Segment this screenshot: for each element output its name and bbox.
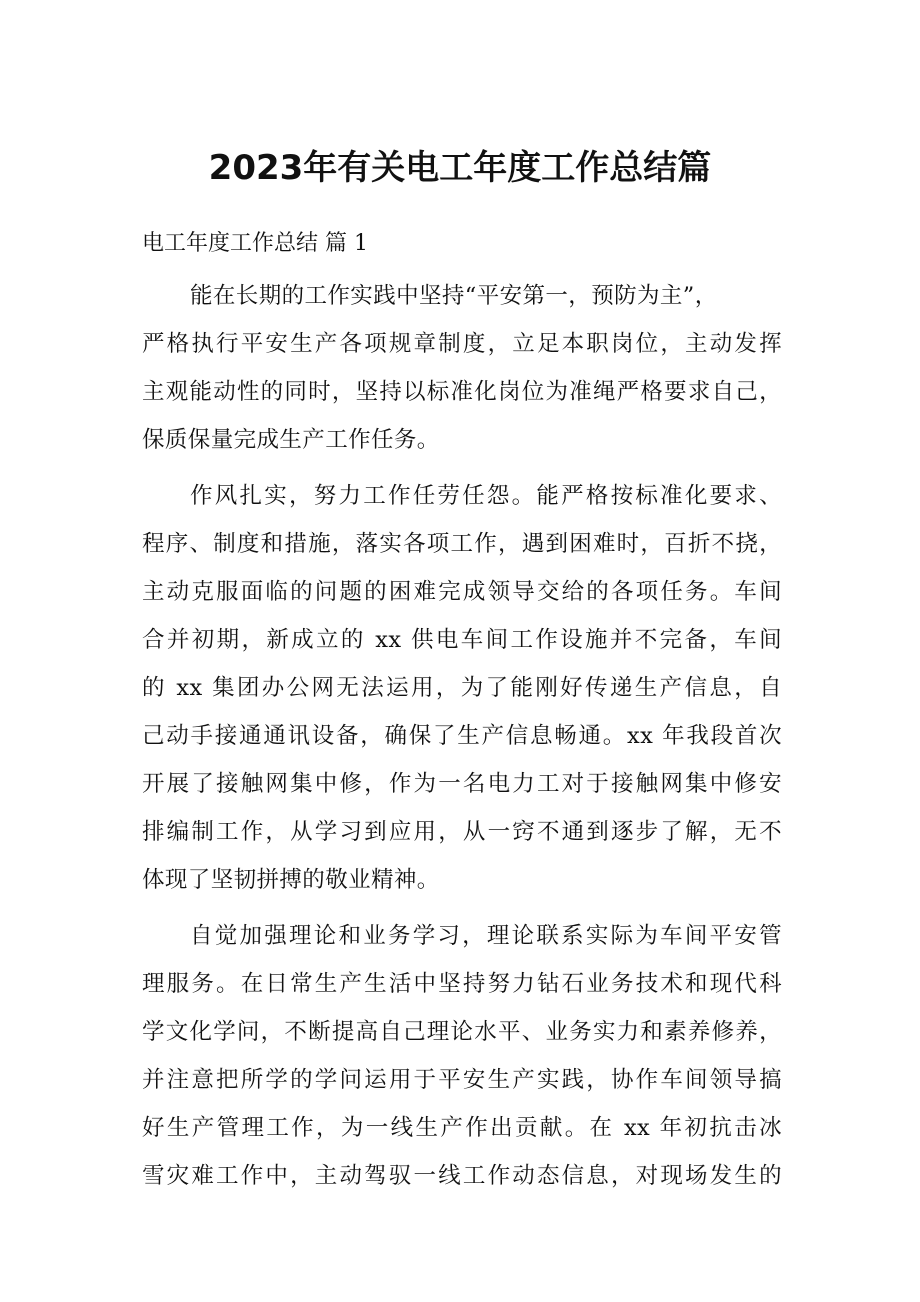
document-title: 2023年有关电工年度工作总结篇: [208, 148, 712, 188]
paragraph-line: 的 xx 集团办公网无法运用，为了能刚好传递生产信息，自: [142, 675, 782, 701]
paragraph-line: 理服务。在日常生产生活中坚持努力钻石业务技术和现代科: [142, 971, 782, 997]
paragraph-line: 排编制工作，从学习到应用，从一窍不通到逐步了解，无不: [142, 819, 782, 845]
paragraph-line: 程序、制度和措施，落实各项工作，遇到困难时，百折不挠，: [142, 531, 782, 557]
paragraph-2: [142, 472, 782, 904]
paragraph-line: 主动克服面临的问题的困难完成领导交给的各项任务。车间: [142, 579, 782, 605]
paragraph-3: [142, 912, 782, 1200]
paragraph-line: 己动手接通通讯设备，确保了生产信息畅通。xx 年我段首次: [142, 723, 782, 749]
paragraph-line: 保质保量完成生产工作任务。: [142, 427, 440, 453]
paragraph-line: 体现了坚韧拼搏的敬业精神。: [142, 867, 440, 893]
paragraph-line: 开展了接触网集中修，作为一名电力工对于接触网集中修安: [142, 771, 782, 797]
paragraph-line: 严格执行平安生产各项规章制度，立足本职岗位，主动发挥: [142, 331, 782, 357]
paragraph-line: 主观能动性的同时，坚持以标准化岗位为准绳严格要求自己，: [142, 379, 782, 405]
paragraph-line: 能在长期的工作实践中坚持“平安第一，预防为主”，: [190, 283, 718, 309]
document-body: [142, 272, 782, 1208]
paragraph-line: 作风扎实，努力工作任劳任怨。能严格按标准化要求、: [190, 483, 782, 509]
paragraph-line: 雪灾难工作中，主动驾驭一线工作动态信息，对现场发生的: [142, 1163, 782, 1189]
paragraph-line: 并注意把所学的学问运用于平安生产实践，协作车间领导搞: [142, 1067, 782, 1093]
paragraph-line: 好生产管理工作，为一线生产作出贡献。在 xx 年初抗击冰: [142, 1115, 782, 1141]
paragraph-1: [142, 272, 782, 464]
section-heading: 电工年度工作总结 篇 1: [142, 231, 368, 256]
paragraph-line: 合并初期，新成立的 xx 供电车间工作设施并不完备，车间: [142, 627, 782, 653]
paragraph-line: 自觉加强理论和业务学习，理论联系实际为车间平安管: [190, 923, 782, 949]
paragraph-line: 学文化学问，不断提高自己理论水平、业务实力和素养修养，: [142, 1019, 782, 1045]
